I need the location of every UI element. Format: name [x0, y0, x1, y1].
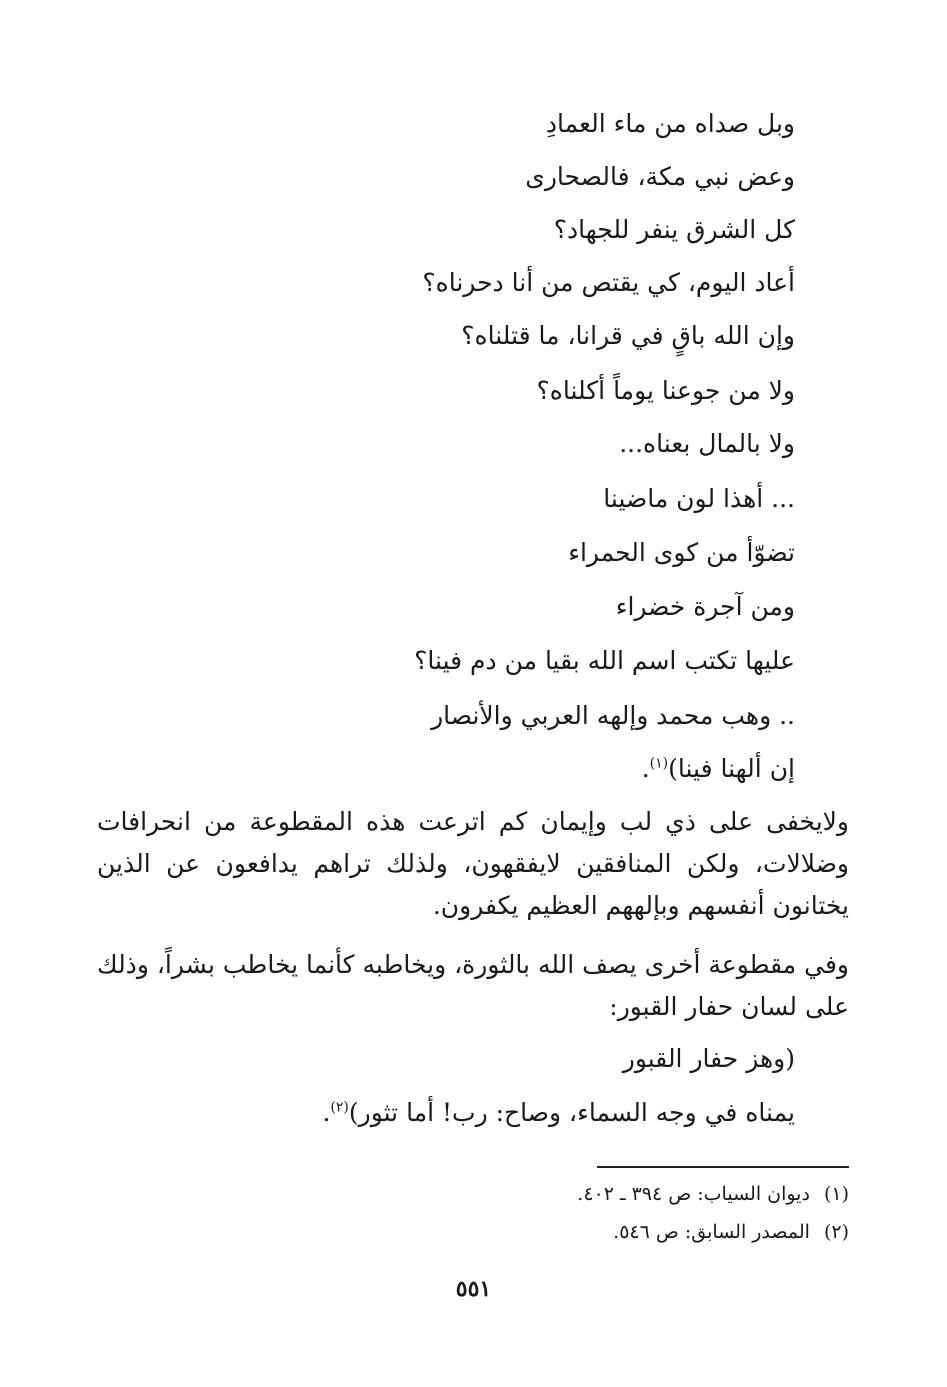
paragraph-text: ولايخفى على ذي لب وإيمان كم اترعت هذه المقطوعة من انحرافات وضلالات، ولكن المنافقين لايفقهون، ولذلك تراهم يدافعون عن الذين يختانون أنفسهم وبإلههم العظيم يكفرون.: [97, 807, 849, 920]
poem-line: (وهز حفار القبور: [622, 1044, 795, 1073]
poem-line: وإن الله باقٍ في قرانا، ما قتلناه؟: [461, 321, 795, 350]
body-paragraph: [97, 944, 849, 1028]
poem-line-text: إن ألهنا فينا): [668, 754, 795, 783]
poem-line: كل الشرق ينفر للجهاد؟: [553, 215, 795, 244]
poem-line: وعض نبي مكة، فالصحارى: [525, 162, 795, 191]
poem-line: ومن آجرة خضراء: [615, 592, 795, 621]
footnote-marker: (٢): [330, 1099, 349, 1116]
poem-line-end: .: [322, 1098, 331, 1127]
page-number: ٥٥١: [455, 1276, 492, 1302]
footnote: [289, 1219, 849, 1245]
poem-line: ... أهذا لون ماضينا: [603, 484, 795, 513]
poem-line-with-footnote: [235, 754, 795, 784]
paragraph-text: وفي مقطوعة أخرى يصف الله بالثورة، ويخاطبه كأنما يخاطب بشراً، وذلك على لسان حفار القبور:: [97, 950, 849, 1021]
poem-line-text: يمناه في وجه السماء، وصاح: رب! أما تثور): [348, 1098, 795, 1127]
poem-line: عليها تكتب اسم الله بقيا من دم فينا؟: [414, 646, 795, 675]
poem-line-with-footnote: [235, 1098, 795, 1128]
footnote-marker: (١): [649, 755, 669, 772]
footnote-number: (١): [823, 1183, 849, 1205]
footnote-number: (٢): [823, 1221, 849, 1243]
footnote-text: ديوان السياب: ص ٣٩٤ ـ ٤٠٢.: [577, 1183, 810, 1205]
poem-line: أعاد اليوم، كي يقتص من أنا دحرناه؟: [422, 268, 795, 297]
footnote-text: المصدر السابق: ص ٥٤٦.: [613, 1221, 810, 1243]
poem-line: ولا من جوعنا يوماً أكلناه؟: [536, 376, 795, 405]
poem-line-end: .: [641, 754, 650, 783]
poem-line: .. وهب محمد وإلهه العربي والأنصار: [431, 701, 795, 730]
poem-line: ولا بالمال بعناه...: [619, 429, 795, 458]
poem-line: وبل صداه من ماء العمادِ: [545, 109, 795, 138]
footnote: [289, 1181, 849, 1207]
poem-line: تضوّأ من كوى الحمراء: [568, 538, 795, 567]
body-paragraph: [97, 801, 849, 927]
footnote-separator: [597, 1166, 849, 1168]
